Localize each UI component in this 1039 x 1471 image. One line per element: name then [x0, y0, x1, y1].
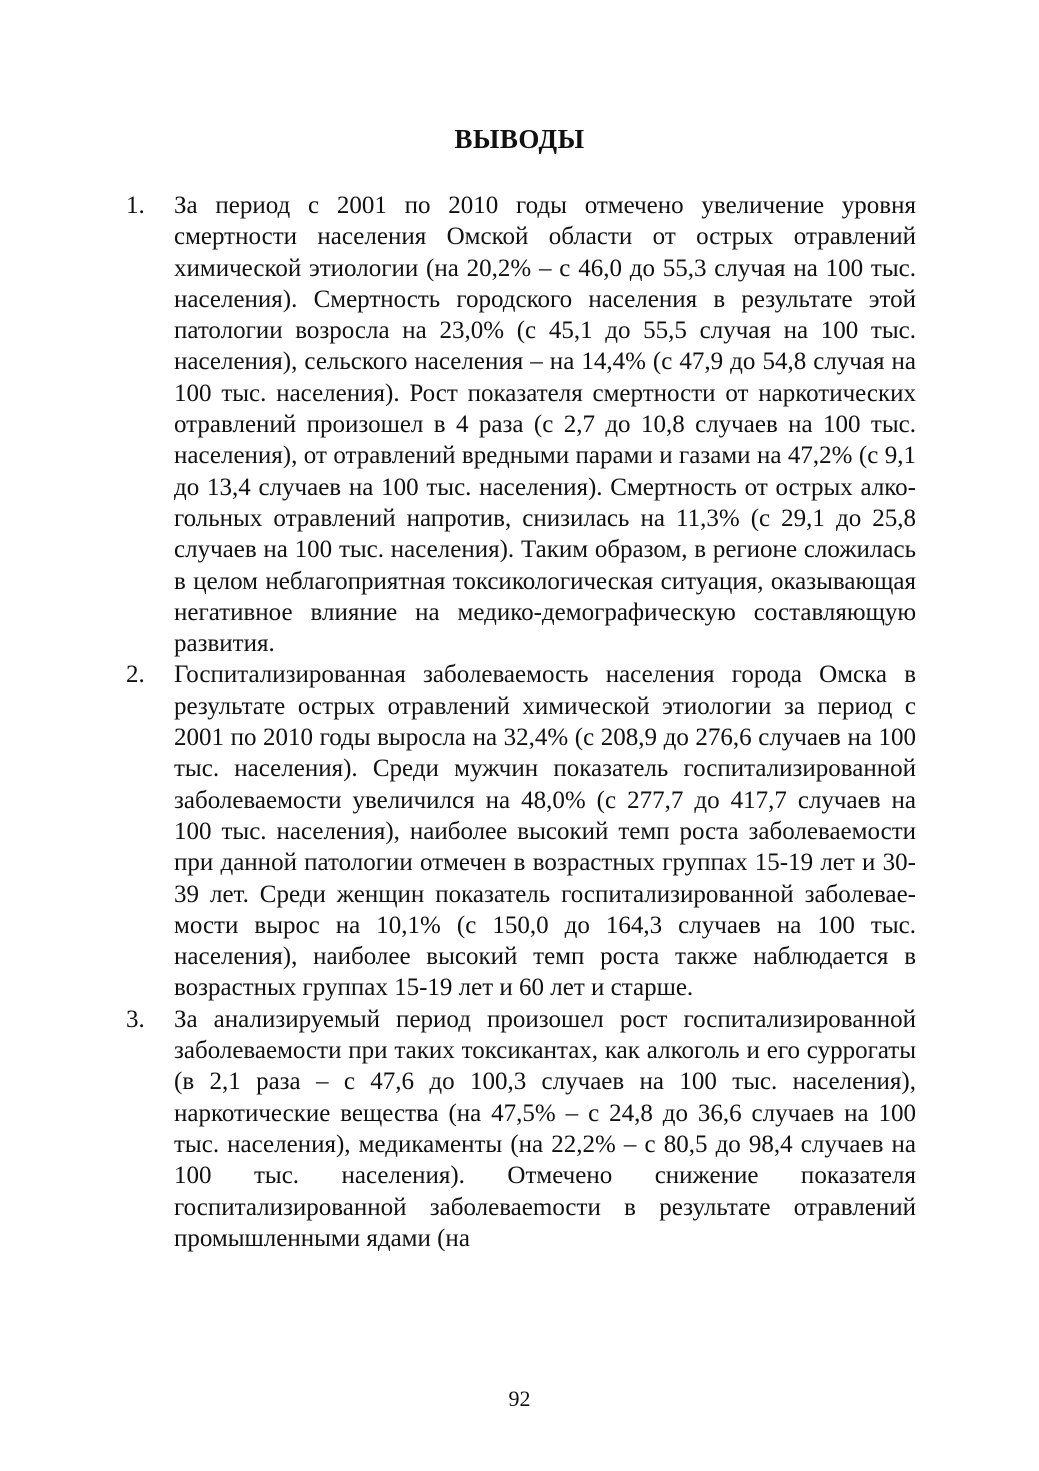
- conclusion-item-2: [116, 659, 916, 1003]
- item-number: 2.: [126, 661, 145, 689]
- item-number: 3.: [126, 1005, 145, 1033]
- item-text: За период с 2001 по 2010 годы отмечено увеличение уровня смертности населения Омской области от острых отравлений химической этиологии (на 20,2% – с 46,0 до 55,3 случая на 100 тыс. населения). Смертность городского населения в результате этой патологии возросла на 23,0% (с 45,1 до 55,5 случая на 100 тыс. населения), сельского населения – на 14,4% (с 47,9 до 54,8 случая на 100 тыс. населения). Рост показателя смертности от наркотических отравлений произошел в 4 раза (с 2,7 до 10,8 случаев на 100 тыс. населения), от отравлений вредными парами и газами на 47,2% (с 9,1 до 13,4 случаев на 100 тыс. населения). Смертность от острых алкогольных отравлений напротив, снизилась на 11,3% (с 29,1 до 25,8 случаев на 100 тыс. населения). Таким образом, в регионе сложилась в целом неблагоприятная токсикологическая ситуация, оказывающая негативное влияние на медико-демографическую составляющую развития.: [174, 192, 916, 658]
- item-text: Госпитализированная заболеваемость населения города Омска в результате острых отравлений химической этиологии за период с 2001 по 2010 годы выросла на 32,4% (с 208,9 до 276,6 случаев на 100 тыс. населения). Среди мужчин показатель госпитализированной заболеваемости увеличился на 48,0% (с 277,7 до 417,7 случаев на 100 тыс. населения), наиболее высокий темп роста заболеваемости при данной патологии отмечен в возрастных группах 15-19 лет и 30-39 лет. Среди женщин показатель госпитализированной заболеваемости вырос на 10,1% (с 150,0 до 164,3 случаев на 100 тыс. населения), наиболее высокий темп роста также наблюдается в возрастных группах 15-19 лет и 60 лет и старше.: [174, 661, 916, 1002]
- page-title: ВЫВОДЫ: [454, 124, 585, 154]
- conclusions-list: [116, 190, 916, 1254]
- item-number: 1.: [126, 192, 145, 219]
- conclusion-item-3: [116, 1004, 916, 1254]
- page-number: 92: [508, 1386, 531, 1411]
- conclusion-item-1: [116, 190, 916, 659]
- item-text: За анализируемый период произошел рост госпитализированной заболеваемости при таких токсикантах, как алкоголь и его суррогаты (в 2,1 раза – с 47,6 до 100,3 случаев на 100 тыс. населения), наркотические вещества (на 47,5% – с 24,8 до 36,6 случаев на 100 тыс. населения), медикаменты (на 22,2% – с 80,5 до 98,4 случаев на 100 тыс. населения). Отмечено снижение показателя госпитализированной заболеваеmости в результате отравлений промышленными ядами (на: [174, 1005, 916, 1252]
